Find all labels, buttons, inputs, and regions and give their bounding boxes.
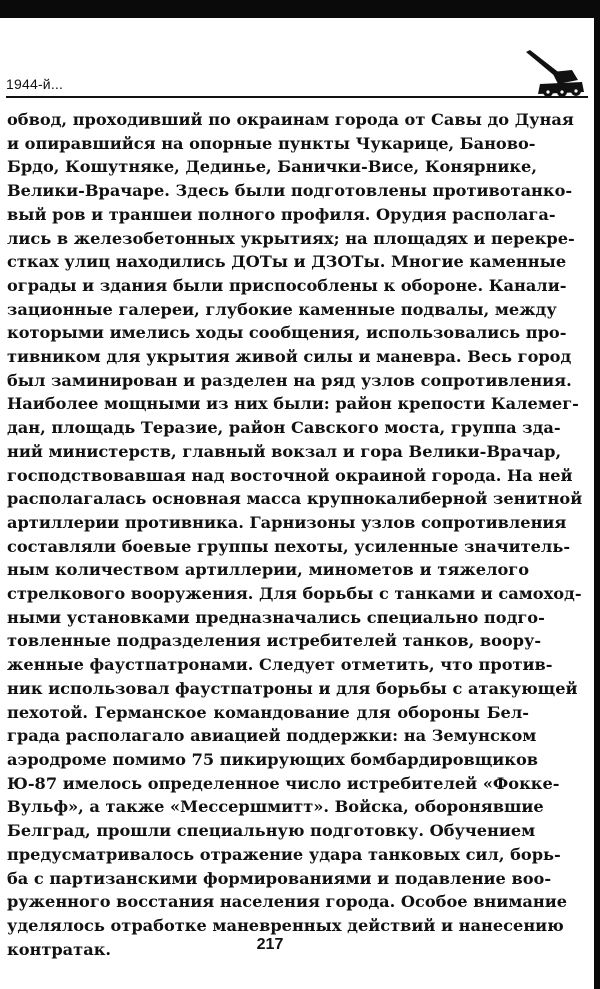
text-line: стках улиц находились ДОТы и ДЗОТы. Многие каменные xyxy=(7,252,567,272)
text-line: стрелкового вооружения. Для борьбы с танками и самоход- xyxy=(7,584,582,604)
text-line: уделялось отработке маневренных действий и нанесению xyxy=(7,915,564,935)
body-text xyxy=(7,108,583,961)
running-title: 1944-й... xyxy=(6,76,64,92)
text-line: ба с партизанскими формированиями и подавление воо- xyxy=(7,868,552,888)
text-line: обвод, проходивший по окраинам города от Савы до Дуная xyxy=(7,110,574,129)
text-line: составляли боевые группы пехоты, усиленные значитель- xyxy=(7,536,571,556)
text-line: ний министерств, главный вокзал и гора Велики-Врачар, xyxy=(7,441,562,461)
text-line: руженного восстания населения города. Особое внимание xyxy=(7,892,568,912)
header-rule xyxy=(6,96,588,98)
text-line: Белград, прошли специальную подготовку. Обучением xyxy=(7,821,536,841)
text-line: артиллерии противника. Гарнизоны узлов сопротивления xyxy=(7,512,567,532)
text-line: Вульф», а также «Мессершмитт». Войска, оборонявшие xyxy=(7,797,544,817)
text-line: дан, площадь Теразие, район Савского моста, группа зда- xyxy=(7,418,561,438)
text-line: Наиболее мощными из них были: район крепости Калемег- xyxy=(7,394,579,414)
text-line: тивником для укрытия живой силы и маневра. Весь город xyxy=(7,347,572,367)
cannon-icon xyxy=(522,48,586,98)
text-line: женные фаустпатронами. Следует отметить, что против- xyxy=(7,655,553,675)
text-line: ограды и здания были приспособлены к обороне. Канали- xyxy=(7,275,567,295)
text-line: аэродроме помимо 75 пикирующих бомбардировщиков xyxy=(7,749,539,769)
text-line: которыми имелись ходы сообщения, использовались про- xyxy=(7,323,567,343)
text-line: был заминирован и разделен на ряд узлов сопротивления. xyxy=(7,370,572,390)
text-line: располагалась основная масса крупнокалиберной зенитной xyxy=(7,489,583,509)
text-line: и опиравшийся на опорные пункты Чукарице, Баново- xyxy=(7,133,536,153)
text-line: зационные галереи, глубокие каменные подвалы, между xyxy=(7,299,557,319)
text-line: Велики-Врачаре. Здесь были подготовлены противотанко- xyxy=(7,181,573,201)
text-line: ными установками предназначались специально подго- xyxy=(7,607,545,627)
text-line: ным количеством артиллерии, минометов и тяжелого xyxy=(7,560,529,580)
text-line: пехотой. Германское командование для обороны Бел- xyxy=(7,702,529,722)
page-top-border xyxy=(0,0,600,18)
text-line: вый ров и траншеи полного профиля. Орудия располага- xyxy=(7,204,556,224)
text-line: предусматривалось отражение удара танковых сил, борь- xyxy=(7,844,561,864)
text-line: ник использовал фаустпатроны и для борьбы с атакующей xyxy=(7,678,578,698)
page-header xyxy=(6,48,588,100)
text-line: товленные подразделения истребителей танков, воору- xyxy=(7,631,542,651)
text-line: контратак. xyxy=(7,939,112,959)
text-line: града располагало авиацией поддержки: на Земунском xyxy=(7,726,537,746)
page-right-border xyxy=(594,0,600,989)
page-number: 217 xyxy=(256,936,284,953)
text-line: Ю-87 имелось определенное число истребителей «Фокке- xyxy=(7,773,560,793)
text-line: Брдо, Кошутняке, Дединье, Банички-Висе, Конярнике, xyxy=(7,157,537,177)
text-line: лись в железобетонных укрытиях; на площадях и перекре- xyxy=(7,228,575,248)
text-line: господствовавшая над восточной окраиной города. На ней xyxy=(7,465,573,485)
